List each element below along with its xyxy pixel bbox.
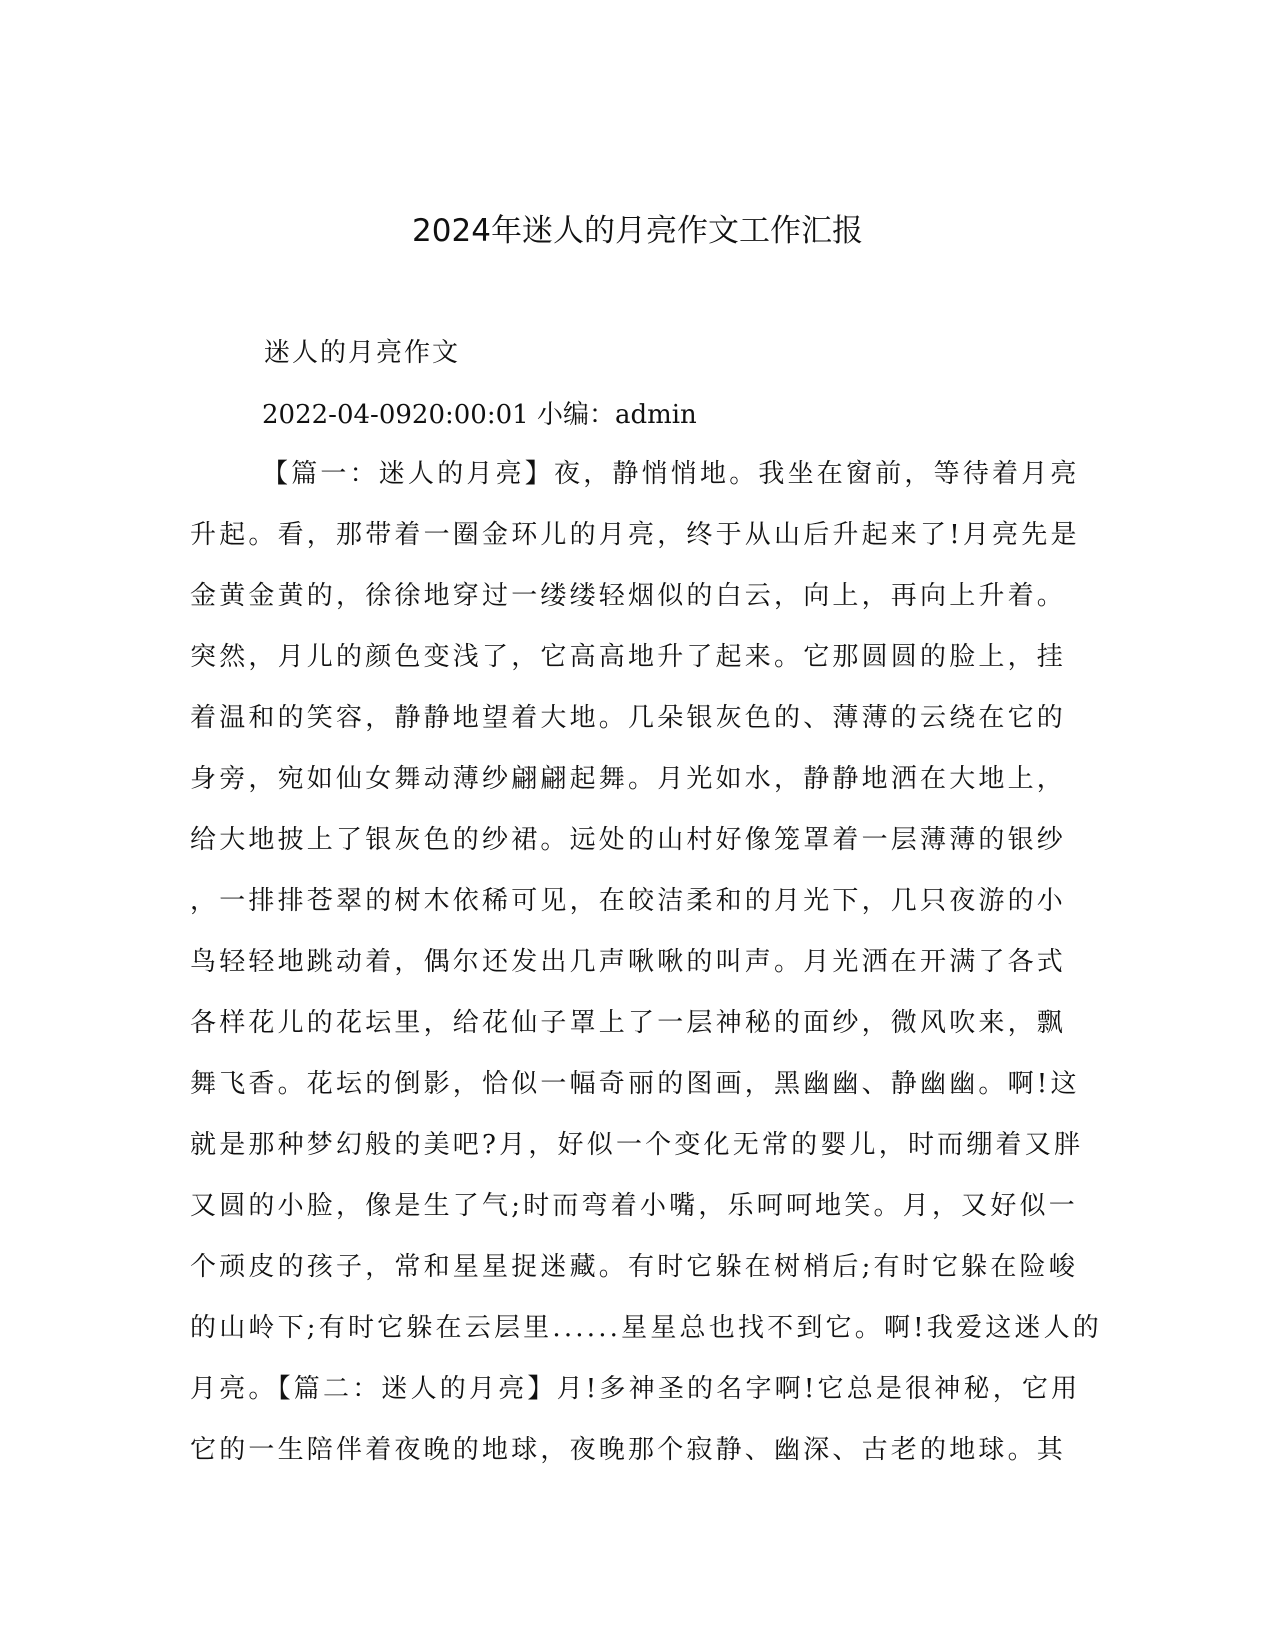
body-line: 给大地披上了银灰色的纱裙。远处的山村好像笼罩着一层薄薄的银纱 <box>190 825 1067 855</box>
essay-body <box>190 452 1102 1489</box>
body-line: 又圆的小脸，像是生了气;时而弯着小嘴，乐呵呵地笑。月，又好似一 <box>190 1191 1078 1221</box>
body-line: 它的一生陪伴着夜晚的地球，夜晚那个寂静、幽深、古老的地球。其 <box>190 1435 1067 1465</box>
essay-subtitle: 迷人的月亮作文 <box>264 338 461 368</box>
body-line: 着温和的笑容，静静地望着大地。几朵银灰色的、薄薄的云绕在它的 <box>190 703 1067 733</box>
body-line: 就是那种梦幻般的美吧?月，好似一个变化无常的婴儿，时而绷着又胖 <box>190 1130 1084 1160</box>
body-line: 突然，月儿的颜色变浅了，它高高地升了起来。它那圆圆的脸上，挂 <box>190 642 1067 672</box>
document-title: 2024年迷人的月亮作文工作汇报 <box>412 213 863 249</box>
post-meta: 2022-04-0920:00:01 小编：admin <box>262 400 697 430</box>
body-line: 【篇一：迷人的月亮】夜，静悄悄地。我坐在窗前，等待着月亮 <box>262 459 1080 489</box>
body-line: 的山岭下;有时它躲在云层里......星星总也找不到它。啊!我爱这迷人的 <box>190 1313 1102 1343</box>
body-line: 鸟轻轻地跳动着，偶尔还发出几声啾啾的叫声。月光洒在开满了各式 <box>190 947 1067 977</box>
body-line: 身旁，宛如仙女舞动薄纱翩翩起舞。月光如水，静静地洒在大地上， <box>190 764 1067 794</box>
body-line: 升起。看，那带着一圈金环儿的月亮，终于从山后升起来了!月亮先是 <box>190 520 1080 550</box>
body-line: 个顽皮的孩子，常和星星捉迷藏。有时它躲在树梢后;有时它躲在险峻 <box>190 1252 1078 1282</box>
body-line: ，一排排苍翠的树木依稀可见，在皎洁柔和的月光下，几只夜游的小 <box>190 886 1067 916</box>
body-line: 月亮。【篇二：迷人的月亮】月!多神圣的名字啊!它总是很神秘，它用 <box>190 1374 1081 1404</box>
body-line: 各样花儿的花坛里，给花仙子罩上了一层神秘的面纱，微风吹来，飘 <box>190 1008 1067 1038</box>
body-line: 舞飞香。花坛的倒影，恰似一幅奇丽的图画，黑幽幽、静幽幽。啊!这 <box>190 1069 1080 1099</box>
body-line: 金黄金黄的，徐徐地穿过一缕缕轻烟似的白云，向上，再向上升着。 <box>190 581 1067 611</box>
